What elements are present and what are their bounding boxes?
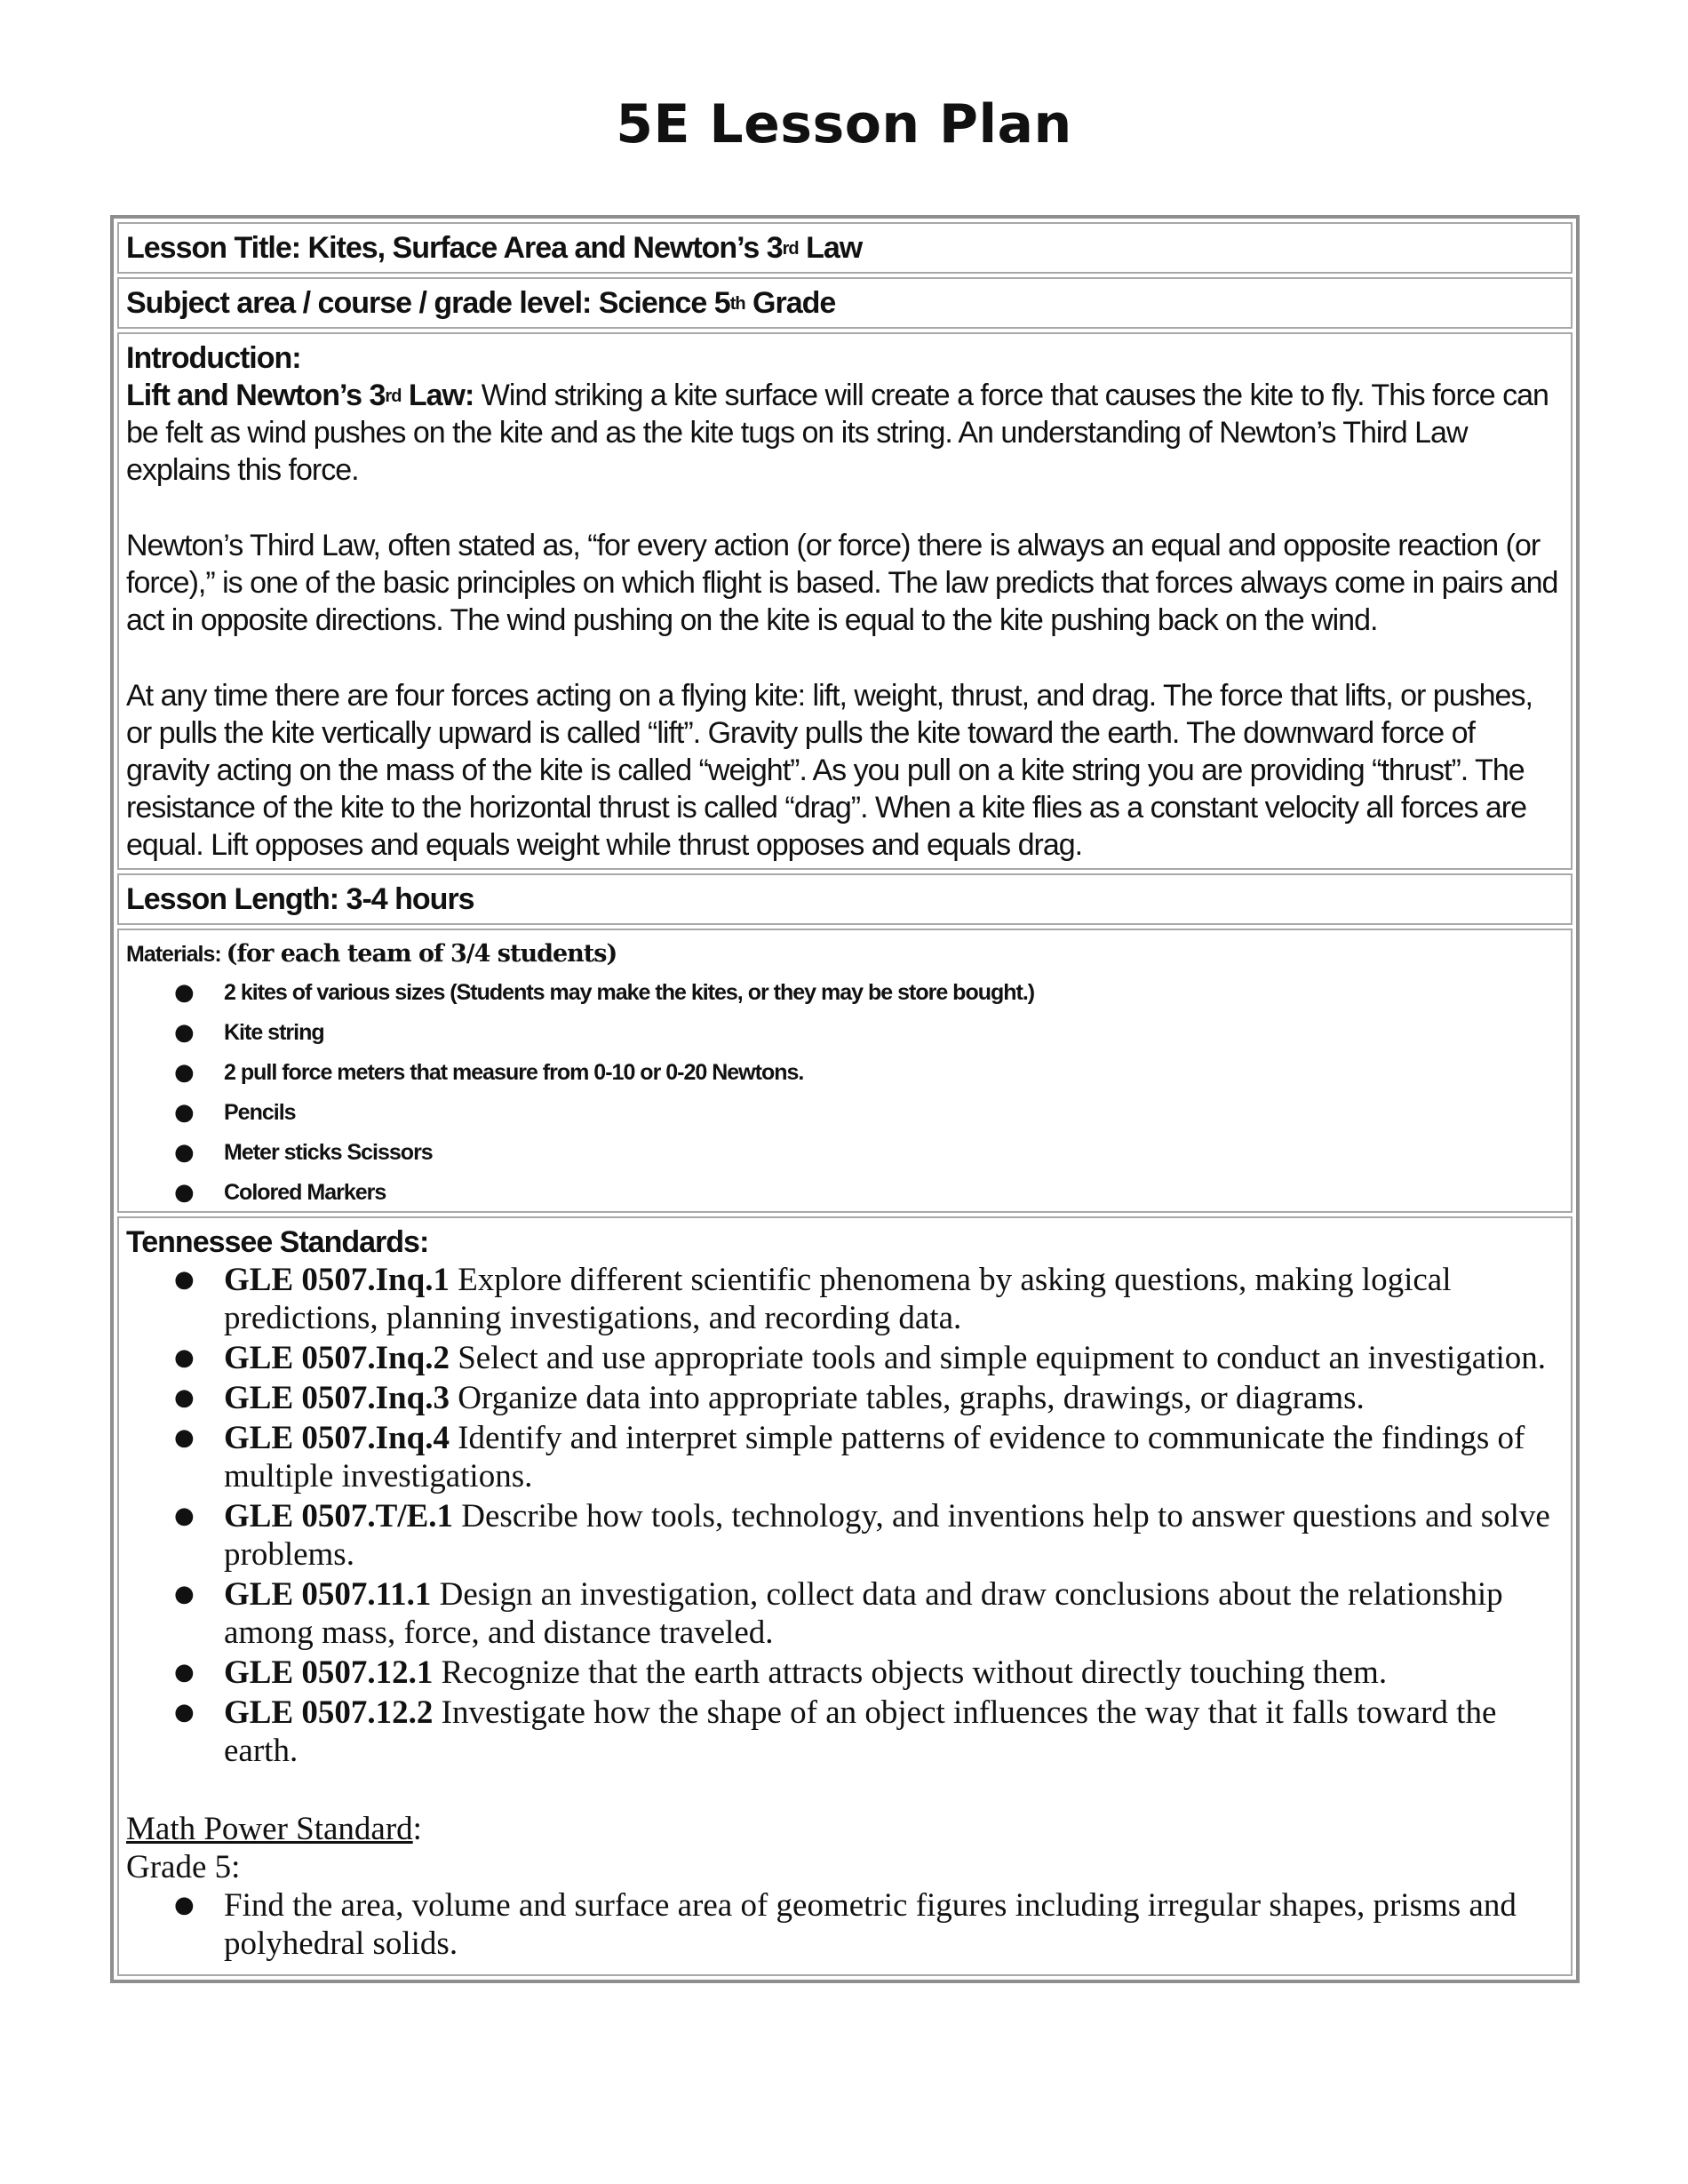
math-standard-heading xyxy=(126,1810,1564,1848)
spacer xyxy=(126,1772,1564,1810)
list-item xyxy=(174,1419,1564,1495)
subject-suffix: Grade xyxy=(744,286,836,320)
lesson-title-row xyxy=(117,222,1573,274)
list-item xyxy=(174,1654,1564,1692)
standard-text: Design an investigation, collect data and draw conclusions about the relationship among mass, force, and distance traveled. xyxy=(224,1576,1503,1651)
standard-text: Identify and interpret simple patterns of evidence to communicate the findings of multiple investigations. xyxy=(224,1420,1525,1495)
subject-label: Subject area / course / grade level: Science 5 xyxy=(126,286,730,320)
list-item xyxy=(174,1694,1564,1770)
bullet-icon: ● xyxy=(174,1019,194,1046)
list-item xyxy=(174,973,1564,1013)
materials-item-text: 2 kites of various sizes (Students may make the kites, or they may be store bought.) xyxy=(224,980,1035,1005)
bullet-icon: ● xyxy=(174,1699,195,1726)
list-item xyxy=(174,1173,1564,1213)
bullet-icon: ● xyxy=(174,1099,194,1126)
standard-text: Select and use appropriate tools and simple equipment to conduct an investigation. xyxy=(449,1340,1547,1376)
standard-code: GLE 0507.11.1 xyxy=(224,1576,432,1613)
lift-law-sup: rd xyxy=(385,387,402,406)
list-item xyxy=(174,1886,1564,1963)
standards-row xyxy=(117,1216,1573,1976)
lift-law-label: Lift and Newton’s 3 xyxy=(126,379,386,412)
materials-header xyxy=(126,936,1564,973)
standards-heading: Tennessee Standards: xyxy=(126,1225,429,1259)
list-item xyxy=(174,1261,1564,1337)
math-standards-list xyxy=(126,1886,1564,1963)
standard-code: GLE 0507.Inq.1 xyxy=(224,1262,450,1298)
introduction-paragraph-2: Newton’s Third Law, often stated as, “for every action (or force) there is always an equal and opposite reaction (or force),” is one of the basic principles on which flight is based. The law predicts that forces always come in pairs and act in opposite directions. The wind pushing on the kite is equal to the kite pushing back on the wind. xyxy=(126,529,1558,637)
list-item xyxy=(174,1133,1564,1173)
introduction-paragraph-1 xyxy=(126,377,1564,489)
standard-code: GLE 0507.T/E.1 xyxy=(224,1498,454,1534)
materials-heading: Materials: xyxy=(126,942,221,967)
standard-code: GLE 0507.12.2 xyxy=(224,1694,434,1731)
list-item xyxy=(174,1013,1564,1053)
page-title: 5E Lesson Plan xyxy=(616,93,1072,155)
lesson-title-label: Lesson Title: Kites, Surface Area and Newton’s 3 xyxy=(126,231,783,265)
list-item xyxy=(174,1053,1564,1093)
lesson-title-suffix: Law xyxy=(798,231,863,265)
lesson-length-label: Lesson Length: 3-4 hours xyxy=(126,882,474,916)
bullet-icon: ● xyxy=(174,1384,195,1411)
materials-item-text: Kite string xyxy=(224,1020,324,1045)
materials-list xyxy=(126,973,1564,1213)
materials-item-text: Pencils xyxy=(224,1100,296,1125)
bullet-icon: ● xyxy=(174,1059,194,1086)
lift-law-label-end: Law: xyxy=(401,379,474,412)
math-standard-text: Find the area, volume and surface area of geometric figures including irregular shapes, prisms and polyhedral solids. xyxy=(224,1887,1517,1962)
materials-item-text: Colored Markers xyxy=(224,1180,386,1205)
standard-code: GLE 0507.Inq.2 xyxy=(224,1340,450,1376)
bullet-icon: ● xyxy=(174,1266,195,1293)
bullet-icon: ● xyxy=(174,1659,195,1686)
bullet-icon: ● xyxy=(174,1892,195,1918)
bullet-icon: ● xyxy=(174,1502,195,1529)
introduction-row xyxy=(117,332,1573,870)
bullet-icon: ● xyxy=(174,1424,195,1451)
bullet-icon: ● xyxy=(174,979,194,1006)
list-item xyxy=(174,1497,1564,1574)
list-item xyxy=(174,1379,1564,1417)
list-item xyxy=(174,1339,1564,1377)
math-grade-label: Grade 5: xyxy=(126,1849,241,1885)
bullet-icon: ● xyxy=(174,1139,194,1166)
bullet-icon: ● xyxy=(174,1344,195,1371)
lesson-length-row xyxy=(117,873,1573,925)
lesson-plan-table xyxy=(110,215,1580,1983)
introduction-heading: Introduction: xyxy=(126,341,301,375)
standard-text: Recognize that the earth attracts objects without directly touching them. xyxy=(433,1654,1388,1691)
materials-item-text: 2 pull force meters that measure from 0-10 or 0-20 Newtons. xyxy=(224,1060,804,1085)
standard-text: Explore different scientific phenomena by asking questions, making logical predictions, planning investigations, and recording data. xyxy=(224,1262,1452,1336)
subject-row xyxy=(117,277,1573,329)
list-item xyxy=(174,1093,1564,1133)
standard-text: Investigate how the shape of an object influences the way that it falls toward the earth. xyxy=(224,1694,1497,1769)
materials-note: (for each team of 3/4 students) xyxy=(226,940,617,968)
lesson-title-sup: rd xyxy=(782,239,799,259)
subject-sup: th xyxy=(729,294,745,314)
bullet-icon: ● xyxy=(174,1179,194,1206)
materials-item-text: Meter sticks Scissors xyxy=(224,1140,433,1165)
introduction-paragraph-3: At any time there are four forces acting on a flying kite: lift, weight, thrust, and drag. The force that lifts, or pushes, or pulls the kite vertically upward is called “lift”. Gravity pulls the kite toward the earth. The downward force of gravity acting on the mass of the kite is called “weight”. As you pull on a kite string you are providing “thrust”. The resistance of the kite to the horizontal thrust is called “drag”. When a kite flies as a constant velocity all forces are equal. Lift opposes and equals weight while thrust opposes and equals drag. xyxy=(126,679,1533,862)
materials-row xyxy=(117,929,1573,1213)
standard-text: Describe how tools, technology, and inventions help to answer questions and solve problems. xyxy=(224,1498,1550,1573)
standards-list xyxy=(126,1261,1564,1770)
standard-code: GLE 0507.Inq.4 xyxy=(224,1420,450,1456)
list-item xyxy=(174,1575,1564,1652)
standard-code: GLE 0507.12.1 xyxy=(224,1654,434,1691)
math-standard-heading-colon: : xyxy=(412,1811,422,1847)
standard-text: Organize data into appropriate tables, graphs, drawings, or diagrams. xyxy=(449,1380,1365,1416)
math-standard-heading-text: Math Power Standard xyxy=(126,1811,413,1847)
standard-code: GLE 0507.Inq.3 xyxy=(224,1380,450,1416)
bullet-icon: ● xyxy=(174,1581,195,1607)
introduction-paragraph-1-text: Wind striking a kite surface will create a force that causes the kite to fly. This force can be felt as wind pushes on the kite and as the kite tugs on its string. An understanding of Newton’s Third Law explains this force. xyxy=(126,379,1549,487)
